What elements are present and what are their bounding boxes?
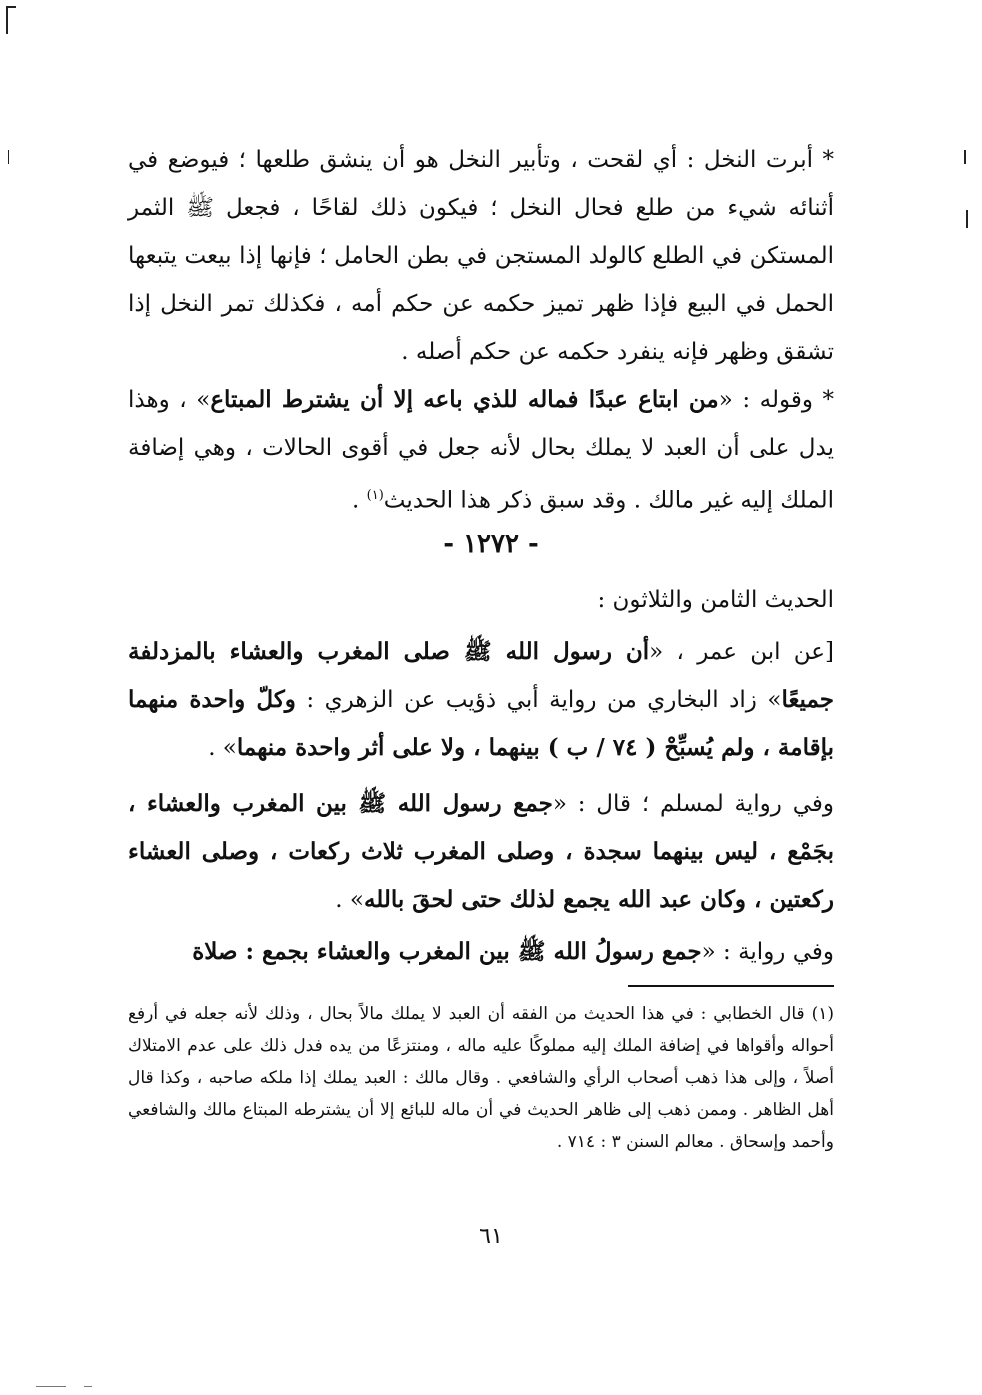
page-number: ٦١: [479, 1224, 503, 1249]
scan-mark-top-left: [6, 6, 8, 34]
hadith3-bold-1: جمع رسولُ الله ﷺ بين المغرب والعشاء بجمع : صلاة: [192, 938, 702, 965]
footnote-separator: [628, 985, 834, 987]
hadith1-bold-1: أن رسول الله ﷺ صلى المغرب والعشاء بالمزدلفة جميعًا: [128, 638, 834, 713]
scan-mark-right-2: [966, 210, 968, 228]
hadith-muslim-narration: [128, 780, 834, 924]
hadith1-bold-2: وكلّ واحدة منهما بإقامة ، ولم يُسبِّحْ ( ٧٤ / ب ) بينهما ، ولا على أثر واحدة منهما: [128, 686, 834, 761]
hadith2-text-2: » .: [335, 887, 364, 913]
footnotes: [128, 998, 834, 1158]
hadith1-text-1: [عن ابن عمر ، «: [649, 639, 834, 665]
scan-mark-top-left-h: [6, 6, 16, 8]
hadith1-text-2: » زاد البخاري من رواية أبي ذؤيب عن الزهري :: [295, 687, 782, 713]
scan-mark-bottom: [36, 1386, 66, 1387]
hadith-ibn-umar: [128, 628, 834, 772]
hadith-number-heading: - ١٢٧٢ -: [443, 529, 539, 559]
para2-end: .: [352, 487, 367, 514]
footnote-reference: (١): [366, 488, 384, 503]
hadith2-bold-1: جمع رسول الله ﷺ بين المغرب والعشاء ، بجَمْع ، ليس بينهما سجدة ، وصلى المغرب ثلاث ركعات ، وصلى العشاء ركعتين ، وكان عبد الله يجمع لذلك حتى لحقَ بالله: [128, 790, 834, 913]
paragraph-slave-property: [128, 376, 834, 525]
paragraph-text: * أبرت النخل : أي لقحت ، وتأبير النخل هو أن ينشق طلعها ؛ فيوضع في أثنائه شيء من طلع فحال النخل ؛ فيكون ذلك لقاحًا ، فجعل ﷺ الثمر المستكن في الطلع كالولد المستجن في بطن الحامل ؛ فإنها إذا بيعت يتبعها الحمل في البيع فإذا ظهر تميز حكمه عن حكم أمه ، فكذلك تمر النخل إذا تشقق وظهر فإنه ينفرد حكمه عن حكم أصله .: [128, 147, 834, 365]
paragraph-palm-pollination: [128, 136, 834, 376]
hadith1-text-3: » .: [208, 735, 237, 761]
para2-suffix: » ، وهذا يدل على أن العبد لا يملك بحال لأنه جعل في أقوى الحالات ، وهي إضافة الملك إليه غير مالك . وقد سبق ذكر هذا الحديث: [128, 387, 834, 514]
scan-mark-bottom-2: [84, 1386, 92, 1387]
para2-quote: من ابتاع عبدًا فماله للذي باعه إلا أن يشترط المبتاع: [210, 386, 719, 413]
hadith3-text-1: وفي رواية : «: [701, 939, 834, 965]
hadith2-text-1: وفي رواية لمسلم ؛ قال : «: [552, 791, 834, 817]
footnote-1: (١) قال الخطابي : في هذا الحديث من الفقه أن العبد لا يملك مالاً بحال ، وذلك لأنه جعله في أرفع أحواله وأقواها في إضافة الملك إليه مملوكًا عليه ماله ، ومنتزعًا من يده فدل ذلك على عدم الامتلاك أصلاً ، وإلى هذا ذهب أصحاب الرأي والشافعي . وقال مالك : العبد يملك إذا ملكه صاحبه ، وكذا قال أهل الظاهر . وممن ذهب إلى ظاهر الحديث في أن ماله للبائع إلا أن يشترطه المبتاع مالك والشافعي وأحمد وإسحاق . معالم السنن ٣ : ٧١٤ .: [128, 1004, 834, 1152]
scan-mark-left: [8, 150, 9, 164]
scan-mark-right-1: [964, 150, 966, 164]
section-title: الحديث الثامن والثلاثون :: [597, 587, 834, 613]
hadith-another-narration: [128, 928, 834, 976]
para2-prefix: * وقوله : «: [718, 387, 835, 413]
